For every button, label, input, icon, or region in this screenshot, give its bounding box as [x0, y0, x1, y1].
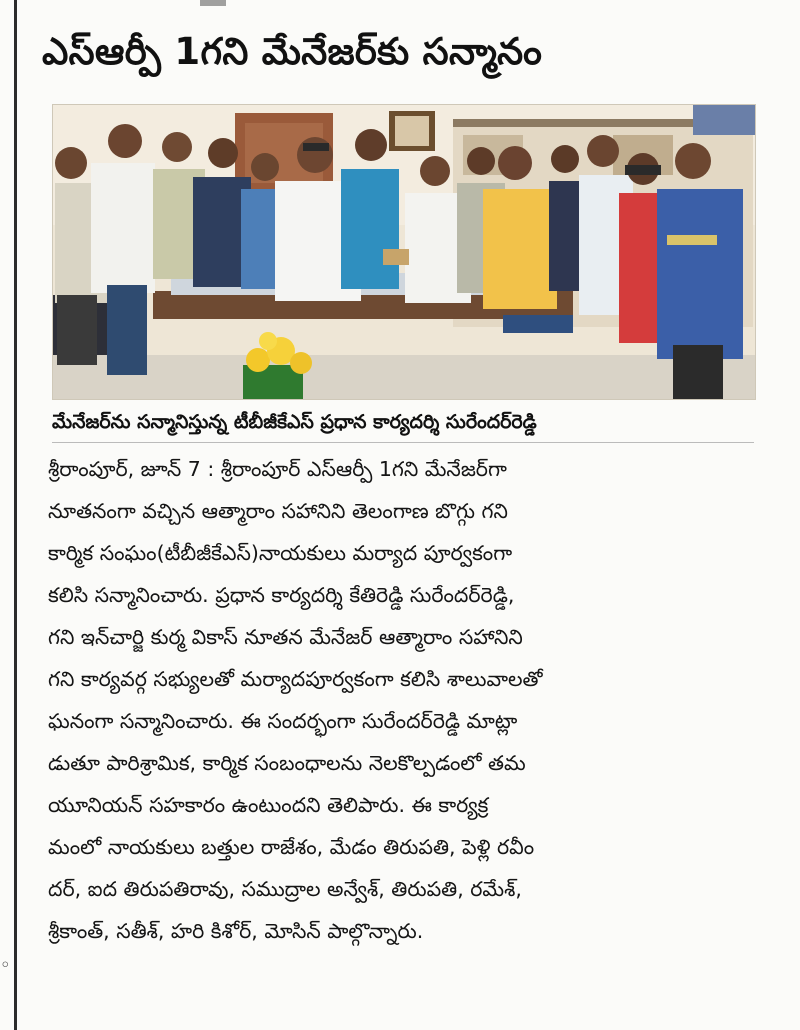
- body-line: నూతనంగా వచ్చిన ఆత్మారాం సహానిని తెలంగాణ బొగ్గు గని: [48, 499, 508, 523]
- margin-mark: ◦: [0, 955, 11, 976]
- group-photo-illustration: [53, 105, 755, 399]
- body-line: కార్మిక సంఘం(టీబీజీకేఎస్)నాయకులు మర్యాద పూర్వకంగా: [48, 541, 513, 565]
- body-line: శ్రీరాంపూర్, జూన్ 7 : శ్రీరాంపూర్ ఎస్ఆర్పీ 1గని మేనేజర్‌గా: [48, 457, 507, 481]
- column-rule: [14, 0, 17, 1030]
- body-line: శ్రీకాంత్, సతీశ్, హరి కిశోర్, మోసిన్ పాల్గొన్నారు.: [48, 919, 424, 943]
- body-line: యూనియన్ సహకారం ఉంటుందని తెలిపారు. ఈ కార్యక్ర: [48, 793, 489, 817]
- headline: ఎస్ఆర్పీ 1గని మేనేజర్‌కు సన్మానం: [42, 30, 543, 73]
- body-line: ఘనంగా సన్మానించారు. ఈ సందర్భంగా సురేందర్‌రెడ్డి మాట్లా: [48, 709, 518, 733]
- news-photo: [52, 104, 756, 400]
- body-line: డుతూ పారిశ్రామిక, కార్మిక సంబంధాలను నెలకొల్పడంలో తమ: [48, 751, 526, 775]
- body-line: గని కార్యవర్గ సభ్యులతో మర్యాదపూర్వకంగా కలిసి శాలువాలతో: [48, 667, 543, 691]
- photo-caption: మేనేజర్‌ను సన్మానిస్తున్న టీబీజీకేఎస్ ప్రధాన కార్యదర్శి సురేందర్‌రెడ్డి: [52, 402, 754, 443]
- body-line: కలిసి సన్మానించారు. ప్రధాన కార్యదర్శి కేతిరెడ్డి సురేందర్‌రెడ్డి,: [48, 583, 515, 607]
- previous-article-fragment: [200, 0, 226, 6]
- article-body: [48, 448, 760, 1008]
- body-line: మంలో నాయకులు బత్తుల రాజేశం, మేడం తిరుపతి, పెళ్లి రవీం: [48, 835, 535, 859]
- body-line: గని ఇన్‌చార్జి కుర్మ వికాస్ నూతన మేనేజర్ ఆత్మారాం సహానిని: [48, 625, 523, 649]
- body-line: దర్, ఐద తిరుపతిరావు, సముద్రాల అన్వేశ్, తిరుపతి, రమేశ్,: [48, 877, 522, 901]
